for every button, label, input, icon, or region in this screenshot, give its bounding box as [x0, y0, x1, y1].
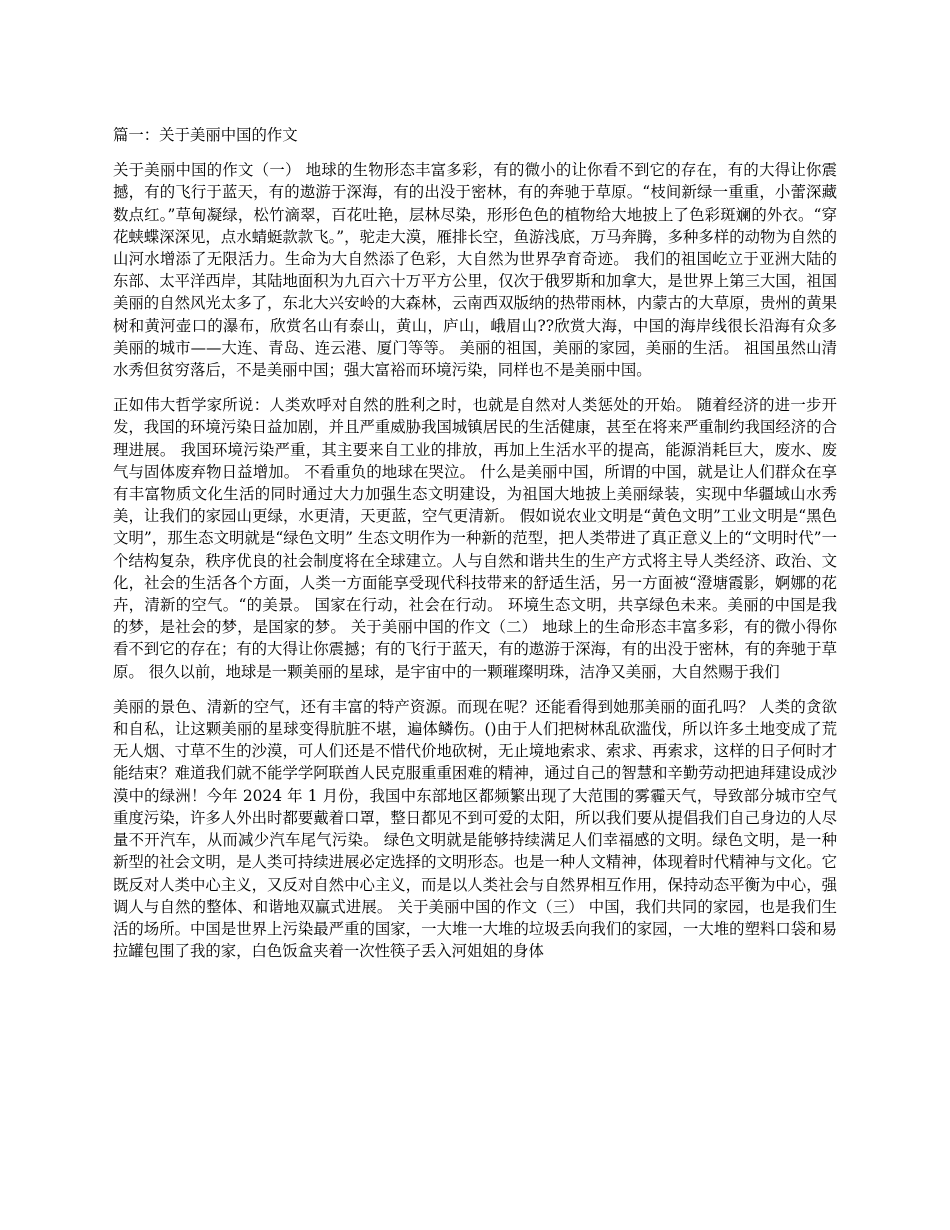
paragraph-3: 美丽的景色、清新的空气，还有丰富的特产资源。而现在呢？还能看得到她那美丽的面孔吗？ 人类的贪欲和自私，让这颗美丽的星球变得肮脏不堪，遍体鳞伤。()由于人们把树林乱砍滥伐，所以许多土地变成了荒无人烟、寸草不生的沙漠，可人们还是不惜代价地砍树，无止境地索求、索求、再索求，这样的日子何时才能结束？难道我们就不能学学阿联酋人民克服重重困难的精神，通过自己的智慧和辛勤劳动把迪拜建设成沙漠中的绿洲！今年 2024 年 1 月份，我国中东部地区都频繁出现了大范围的雾霾天气，导致部分城市空气重度污染，许多人外出时都要戴着口罩，整日都见不到可爱的太阳，所以我们要从提倡我们自己身边的人尽量不开汽车，从而减少汽车尾气污染。 绿色文明就是能够持续满足人们幸福感的文明。绿色文明，是一种新型的社会文明，是人类可持续进展必定选择的文明形态。也是一种人文精神，体现着时代精神与文化。它既反对人类中心主义，又反对自然中心主义，而是以人类社会与自然界相互作用，保持动态平衡为中心，强调人与自然的整体、和谐地双赢式进展。 关于美丽中国的作文（三） 中国，我们共同的家园，也是我们生活的场所。中国是世界上污染最严重的国家，一大堆一大堆的垃圾丢向我们的家园，一大堆的塑料口袋和易拉罐包围了我的家，白色饭盒夹着一次性筷子丢入河姐姐的身体	[113, 697, 837, 961]
document-title: 篇一：关于美丽中国的作文	[113, 126, 298, 144]
paragraph-1: 关于美丽中国的作文（一） 地球的生物形态丰富多彩，有的微小的让你看不到它的存在，有的大得让你震撼，有的飞行于蓝天，有的遨游于深海，有的出没于密林，有的奔驰于草原。“枝间新绿一重重，小蕾深藏数点红。”草甸凝绿，松竹滴翠，百花吐艳，层林尽染，形形色色的植物给大地披上了色彩斑斓的外衣。“穿花蛱蝶深深见，点水蜻蜓款款飞。”，驼走大漠，雁排长空，鱼游浅底，万马奔腾，多种多样的动物为自然的山河水增添了无限活力。生命为大自然添了色彩，大自然为世界孕育奇迹。 我们的祖国屹立于亚洲大陆的东部、太平洋西岸，其陆地面积为九百六十万平方公里，仅次于俄罗斯和加拿大，是世界上第三大国，祖国美丽的自然风光太多了，东北大兴安岭的大森林，云南西双版纳的热带雨林，内蒙古的大草原，贵州的黄果树和黄河壶口的瀑布，欣赏名山有泰山，黄山，庐山，峨眉山??欣赏大海，中国的海岸线很长沿海有众多美丽的城市——大连、青岛、连云港、厦门等等。 美丽的祖国，美丽的家园，美丽的生活。 祖国虽然山清水秀但贫穷落后，不是美丽中国；强大富裕而环境污染，同样也不是美丽中国。	[113, 161, 837, 380]
paragraph-2: 正如伟大哲学家所说：人类欢呼对自然的胜利之时，也就是自然对人类惩处的开始。 随着经济的进一步开发，我国的环境污染日益加剧，并且严重威胁我国城镇居民的生活健康，甚至在将来严重制约我国经济的合理进展。 我国环境污染严重，其主要来自工业的排放，再加上生活水平的提高，能源消耗巨大，废水、废气与固体废弃物日益增加。 不看重负的地球在哭泣。 什么是美丽中国，所谓的中国，就是让人们群众在享有丰富物质文化生活的同时通过大力加强生态文明建设，为祖国大地披上美丽绿装，实现中华疆域山水秀美，让我们的家园山更绿，水更清，天更蓝，空气更清新。 假如说农业文明是“黄色文明”工业文明是“黑色文明”，那生态文明就是“绿色文明” 生态文明作为一种新的范型，把人类带进了真正意义上的“文明时代”一个结构复杂，秩序优良的社会制度将在全球建立。人与自然和谐共生的生产方式将主导人类经济、政治、文化，社会的生活各个方面，人类一方面能享受现代科技带来的舒适生活，另一方面被“澄塘霞影，婀娜的花卉，清新的空气。“的美景。 国家在行动，社会在行动。 环境生态文明，共享绿色未来。美丽的中国是我的梦，是社会的梦，是国家的梦。 关于美丽中国的作文（二） 地球上的生命形态丰富多彩，有的微小得你看不到它的存在；有的大得让你震撼；有的飞行于蓝天，有的遨游于深海，有的出没于密林，有的奔驰于草原。 很久以前，地球是一颗美丽的星球，是宇宙中的一颗璀璨明珠，洁净又美丽，大自然赐于我们	[113, 396, 837, 681]
document-page	[113, 124, 837, 975]
